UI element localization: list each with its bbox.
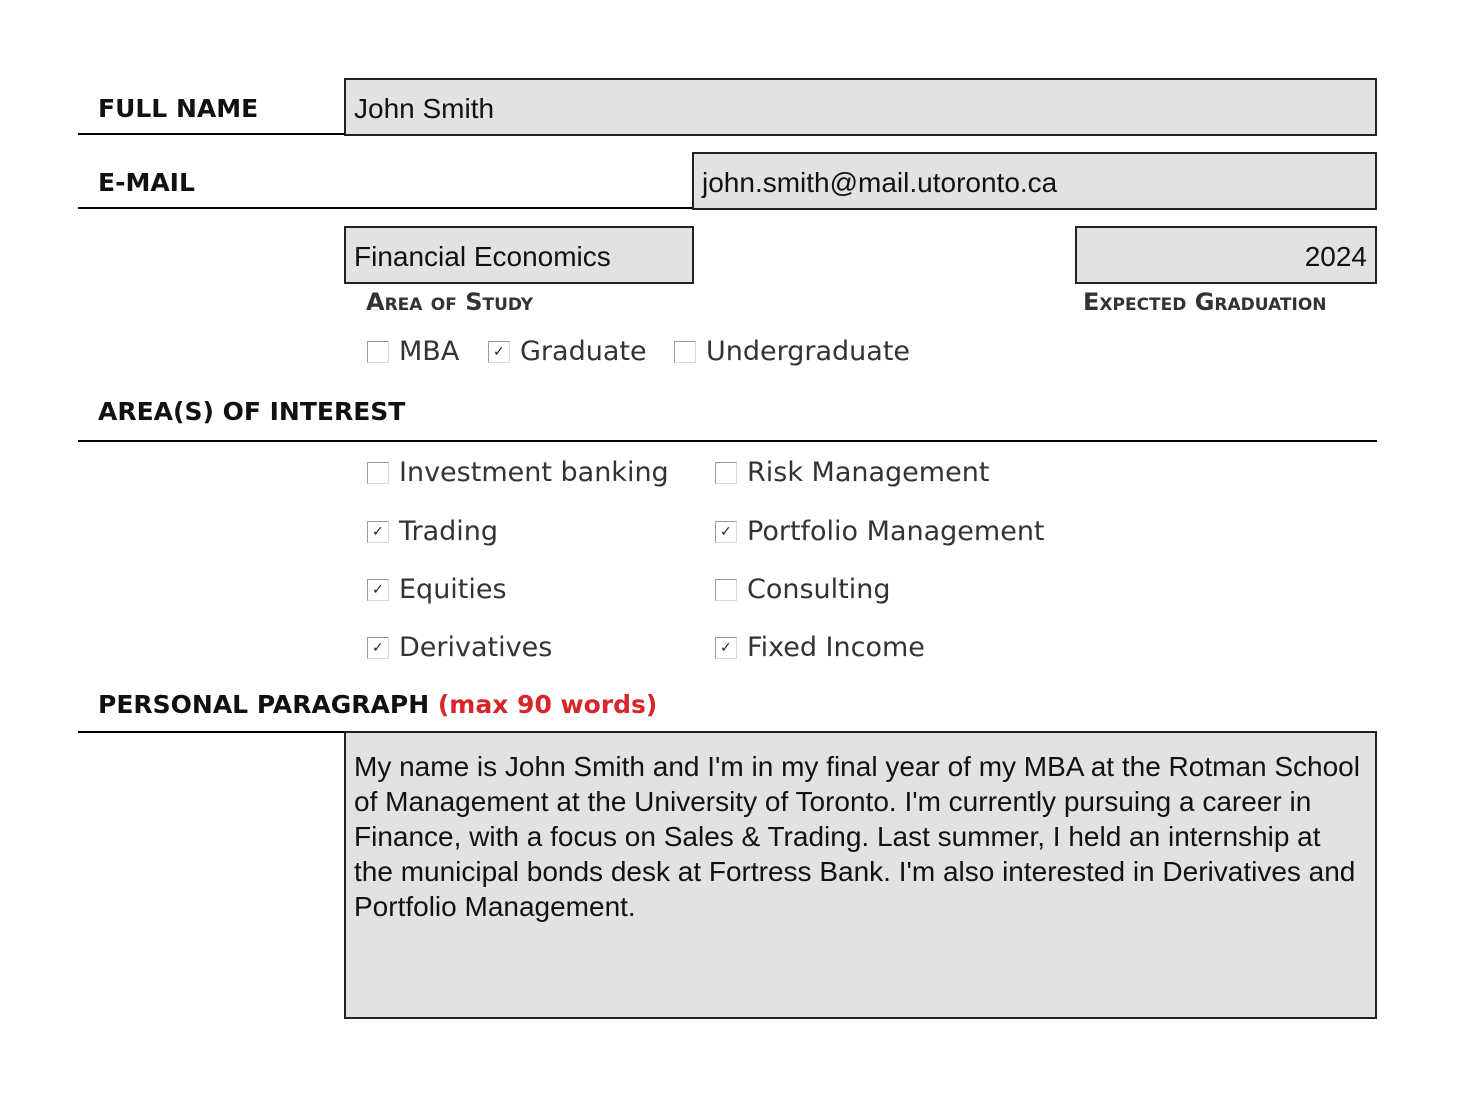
checkbox-label: MBA (399, 336, 460, 367)
word-limit-note: (max 90 words) (437, 690, 658, 719)
email-field[interactable] (692, 152, 1377, 210)
checkbox-label: Equities (399, 574, 507, 605)
check-mark-icon: ✓ (372, 581, 384, 598)
checkbox-box[interactable] (715, 637, 737, 659)
check-mark-icon: ✓ (720, 523, 732, 540)
checkbox-box[interactable] (367, 341, 389, 363)
interest-checkbox-fixed-income[interactable] (715, 632, 925, 663)
checkbox-label: Trading (399, 516, 499, 547)
full-name-field[interactable] (344, 78, 1377, 136)
interest-checkbox-equities[interactable] (367, 574, 507, 605)
email-label: E-MAIL (98, 168, 195, 197)
checkbox-label: Risk Management (747, 457, 990, 488)
email-rule (78, 207, 694, 209)
checkbox-label: Investment banking (399, 457, 669, 488)
checkbox-label: Graduate (520, 336, 647, 367)
checkbox-box[interactable] (715, 521, 737, 543)
full-name-label: FULL NAME (98, 94, 259, 123)
program-checkbox-mba[interactable] (367, 336, 459, 367)
checkbox-box[interactable] (367, 462, 389, 484)
checkbox-box[interactable] (715, 579, 737, 601)
personal-paragraph-label (98, 690, 657, 719)
program-checkbox-undergraduate[interactable] (674, 336, 910, 367)
checkbox-box[interactable] (367, 521, 389, 543)
checkbox-box[interactable] (488, 341, 510, 363)
interest-checkbox-investment-banking[interactable] (367, 457, 669, 488)
checkbox-label: Portfolio Management (747, 516, 1045, 547)
checkbox-label: Derivatives (399, 632, 553, 663)
check-mark-icon: ✓ (493, 343, 505, 360)
expected-graduation-value: 2024 (1304, 241, 1367, 272)
area-of-study-label: Area of Study (366, 288, 534, 316)
interest-checkbox-consulting[interactable] (715, 574, 891, 605)
check-mark-icon: ✓ (720, 639, 732, 656)
expected-graduation-field[interactable] (1075, 226, 1377, 284)
area-of-study-value: Financial Economics (354, 241, 611, 272)
personal-paragraph-rule (78, 731, 346, 733)
areas-of-interest-rule (78, 440, 1377, 442)
interest-checkbox-trading[interactable] (367, 516, 498, 547)
checkbox-box[interactable] (715, 462, 737, 484)
personal-paragraph-title: PERSONAL PARAGRAPH (98, 690, 430, 719)
expected-graduation-label: Expected Graduation (1083, 288, 1327, 316)
interest-checkbox-portfolio-management[interactable] (715, 516, 1045, 547)
area-of-study-field[interactable] (344, 226, 694, 284)
checkbox-label: Consulting (747, 574, 891, 605)
checkbox-box[interactable] (367, 637, 389, 659)
full-name-value: John Smith (354, 93, 495, 124)
interest-checkbox-derivatives[interactable] (367, 632, 552, 663)
check-mark-icon: ✓ (372, 523, 384, 540)
full-name-rule (78, 133, 346, 135)
checkbox-box[interactable] (674, 341, 696, 363)
checkbox-label: Undergraduate (706, 336, 911, 367)
interest-checkbox-risk-management[interactable] (715, 457, 989, 488)
program-checkbox-graduate[interactable] (488, 336, 647, 367)
check-mark-icon: ✓ (372, 639, 384, 656)
areas-of-interest-label: AREA(S) OF INTEREST (98, 397, 406, 426)
checkbox-box[interactable] (367, 579, 389, 601)
checkbox-label: Fixed Income (747, 632, 925, 663)
personal-paragraph-field[interactable]: My name is John Smith and I'm in my final year of my MBA at the Rotman School of Management at the University of Toronto. I'm currently pursuing a career in Finance, with a focus on Sales & Trading. Last summer, I held an internship at the municipal bonds desk at Fortress Bank. I'm also interested in Derivatives and Portfolio Management. (344, 731, 1377, 1019)
email-value: john.smith@mail.utoronto.ca (702, 167, 1058, 198)
